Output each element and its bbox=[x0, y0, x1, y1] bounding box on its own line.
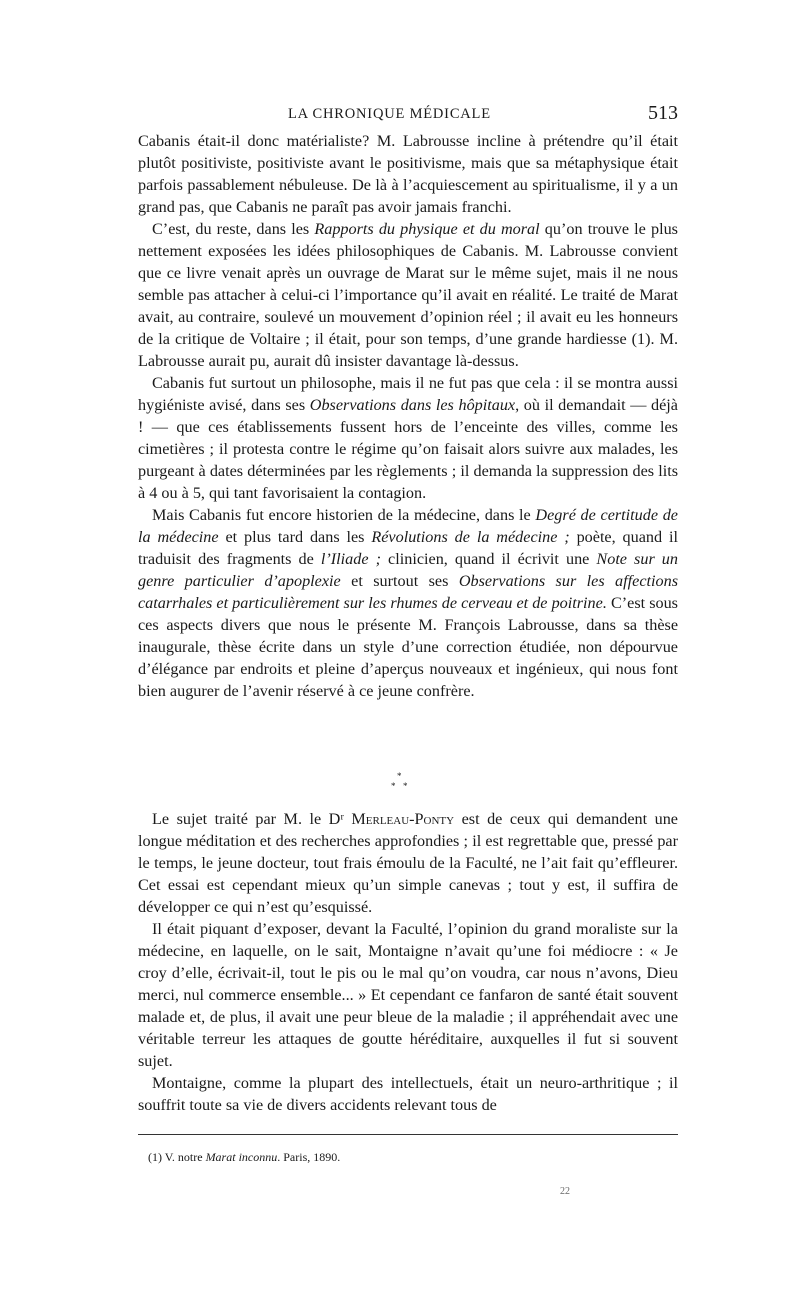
book-title: Observations dans les hôpitaux bbox=[309, 396, 516, 414]
book-title: Révolutions de la médecine ; bbox=[371, 528, 570, 546]
asterism-star: * bbox=[397, 771, 402, 781]
asterism-star: * bbox=[391, 781, 396, 791]
footnote-title: Marat inconnu bbox=[205, 1150, 278, 1164]
paragraph: Cabanis fut surtout un philosophe, mais il ne fut pas que cela : il se montra aussi hygiéniste avisé, dans ses Observations dans les hôpitaux, où il demandait — déjà ! — que ces établissements fussent hors de l’enceinte des villes, comme les cimetières ; il protesta contre le régime qu’on faisait alors suivre aux malades, les purgeant à dates déterminées par les règlements ; il demanda la suppression des lits à 4 ou à 5, qui tant favorisaient la contagion. bbox=[138, 374, 678, 502]
book-title: Rapports du physique et du moral bbox=[314, 220, 540, 238]
printer-signature-mark: 22 bbox=[560, 1186, 570, 1197]
page-number: 513 bbox=[648, 102, 678, 124]
paragraph: Il était piquant d’exposer, devant la Faculté, l’opinion du grand moraliste sur la médecine, en laquelle, on le sait, Montaigne n’avait qu’une foi médiocre : « Je croy d’elle, écrivait-il, tout le pis ou le mal qu’on voudra, car nous n’avons, Dieu merci, nul commerce ensemble... » Et cependant ce fanfaron de santé était souvent malade et, de plus, il avait une peur bleue de la maladie ; il appréhendait avec une véritable terreur les attaques de goutte héréditaire, auxquelles il fut si souvent sujet. bbox=[138, 920, 678, 1070]
page-header bbox=[138, 102, 678, 132]
running-title: LA CHRONIQUE MÉDICALE bbox=[288, 106, 491, 122]
paragraph: Cabanis était-il donc matérialiste? M. Labrousse incline à prétendre qu’il était plutôt positiviste, positiviste avant le positivisme, mais que sa métaphysique était parfois passablement nébuleuse. De là à l’acquiescement au spiritualisme, il y a un grand pas, que Cabanis ne paraît pas avoir jamais franchi. bbox=[138, 132, 678, 216]
author-name: Merleau-Ponty bbox=[351, 810, 455, 828]
book-title: Note sur un genre particulier d’apoplexie bbox=[138, 550, 678, 590]
paragraph: C’est, du reste, dans les Rapports du physique et du moral qu’on trouve le plus nettement exposées les idées philosophiques de Cabanis. M. Labrousse convient que ce livre venait après un ouvrage de Marat sur le même sujet, mais il ne nous semble pas attacher à celui-ci l’importance qu’il avait en réalité. Le traité de Marat avait, au contraire, soulevé un mouvement d’opinion réel ; il avait eu les honneurs de la critique de Voltaire ; il était, pour son temps, d’une grande hardiesse (1). M. Labrousse aurait pu, aurait dû insister davantage là-dessus. bbox=[138, 220, 678, 370]
footnote: (1) V. notre Marat inconnu. Paris, 1890. bbox=[148, 1150, 341, 1164]
paragraph: Le sujet traité par M. le Dʳ Merleau-Ponty est de ceux qui demandent une longue méditation et des recherches approfondies ; il est regrettable que, pressé par le temps, le jeune docteur, tout frais émoulu de la Faculté, ne l’ait fait qu’effleurer. Cet essai est cependant mieux qu’un simple canevas ; tout y est, il suffira de développer ce qui n’est qu’esquissé. bbox=[138, 810, 678, 916]
article-body-section-2 bbox=[138, 808, 678, 1116]
asterism-star: * bbox=[403, 781, 408, 791]
article-body-section-1 bbox=[138, 130, 678, 702]
paragraph: Mais Cabanis fut encore historien de la médecine, dans le Degré de certitude de la médecine et plus tard dans les Révolutions de la médecine ; poète, quand il traduisit des fragments de l’Iliade ; clinicien, quand il écrivit une Note sur un genre particulier d’apoplexie et surtout ses Observations sur les affections catarrhales et particulièrement sur les rhumes de cerveau et de poitrine. C’est sous ces aspects divers que nous le présente M. François Labrousse, dans sa thèse inaugurale, thèse écrite dans un style d’une correction étudiée, non dépourvue d’élégance par endroits et pleine d’aperçus nouveaux et ingénieux, qui nous font bien augurer de l’avenir réservé à ce jeune confrère. bbox=[138, 506, 678, 700]
footnote-divider bbox=[138, 1134, 678, 1135]
paragraph: Montaigne, comme la plupart des intellectuels, était un neuro-arthritique ; il souffrit toute sa vie de divers accidents relevant tous de bbox=[138, 1074, 678, 1114]
book-title: Observations sur les affections catarrhales et particulièrement sur les rhumes de cerveau et de poitrine. bbox=[138, 572, 678, 612]
book-title: l’Iliade ; bbox=[320, 550, 381, 568]
book-title: Degré de certitude de la médecine bbox=[138, 506, 678, 546]
section-separator-asterism bbox=[385, 772, 425, 804]
